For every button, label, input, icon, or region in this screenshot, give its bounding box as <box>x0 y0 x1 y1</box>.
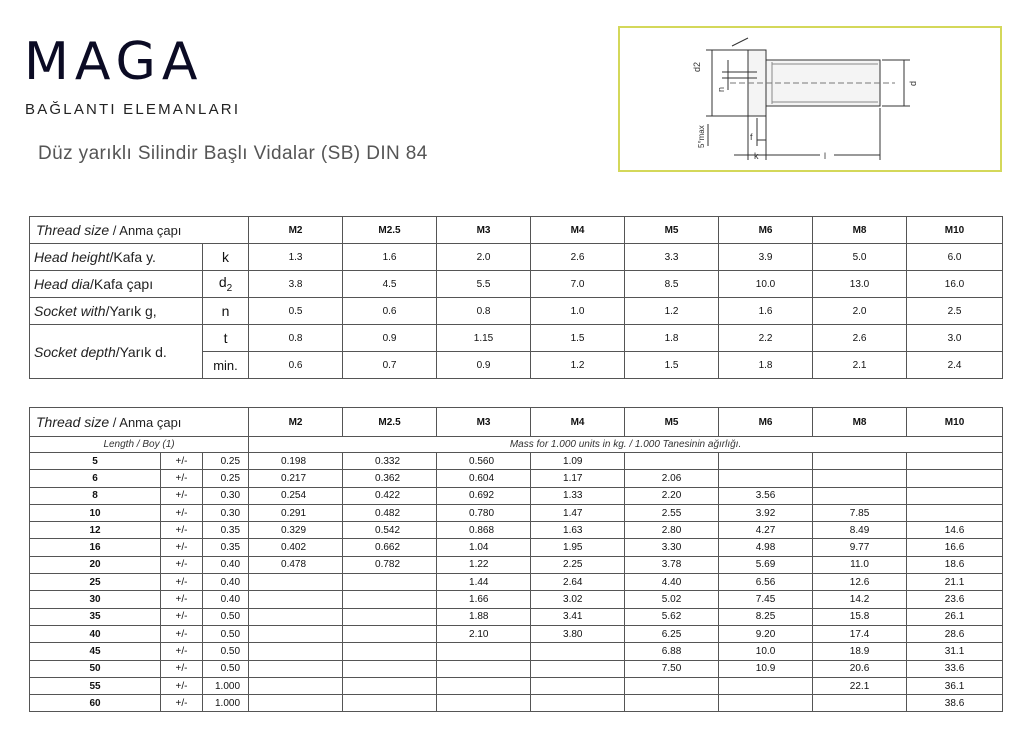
tolerance-cell: 0.40 <box>203 556 249 573</box>
mass-cell: 38.6 <box>907 695 1003 712</box>
size-header: M2 <box>249 408 343 437</box>
mass-cell: 2.20 <box>625 487 719 504</box>
mass-cell <box>625 695 719 712</box>
length-cell: 20 <box>30 556 161 573</box>
table-row <box>30 539 1003 556</box>
mass-cell: 1.47 <box>531 504 625 521</box>
plus-minus-cell: +/- <box>161 695 203 712</box>
mass-cell <box>719 453 813 470</box>
mass-cell <box>343 643 437 660</box>
mass-cell: 8.25 <box>719 608 813 625</box>
value-cell: 2.0 <box>437 244 531 271</box>
mass-cell <box>813 487 907 504</box>
row-label <box>30 325 203 379</box>
table-row <box>30 695 1003 712</box>
size-header: M3 <box>437 408 531 437</box>
row-label-en: Socket with <box>34 303 106 319</box>
value-cell: 1.0 <box>531 298 625 325</box>
table-row <box>30 643 1003 660</box>
mass-cell: 1.33 <box>531 487 625 504</box>
table-row <box>30 608 1003 625</box>
plus-minus-cell: +/- <box>161 574 203 591</box>
value-cell: 2.2 <box>719 325 813 352</box>
thread-size-en: Thread size <box>36 222 110 238</box>
plus-minus-cell: +/- <box>161 556 203 573</box>
mass-cell: 5.69 <box>719 556 813 573</box>
mass-cell: 0.782 <box>343 556 437 573</box>
table-row <box>30 325 1003 352</box>
mass-cell: 3.30 <box>625 539 719 556</box>
thread-size-en: Thread size <box>36 414 110 430</box>
thread-size-tr: / Anma çapı <box>109 223 182 238</box>
tolerance-cell: 0.25 <box>203 453 249 470</box>
dimensions-table <box>29 216 1003 379</box>
value-cell: 1.5 <box>625 352 719 379</box>
label-d: d <box>908 80 918 86</box>
mass-cell: 18.6 <box>907 556 1003 573</box>
value-cell: 7.0 <box>531 271 625 298</box>
value-cell: 2.1 <box>813 352 907 379</box>
length-cell: 50 <box>30 660 161 677</box>
plus-minus-cell: +/- <box>161 591 203 608</box>
screw-drawing <box>620 28 1000 170</box>
mass-cell <box>343 695 437 712</box>
mass-cell: 3.78 <box>625 556 719 573</box>
tolerance-cell: 0.50 <box>203 643 249 660</box>
mass-cell: 0.560 <box>437 453 531 470</box>
mass-caption: Mass for 1.000 units in kg. / 1.000 Tanesinin ağırlığı. <box>249 437 1003 453</box>
mass-cell: 1.63 <box>531 522 625 539</box>
mass-cell <box>343 591 437 608</box>
mass-cell: 6.56 <box>719 574 813 591</box>
mass-cell <box>249 574 343 591</box>
mass-cell: 0.362 <box>343 470 437 487</box>
tolerance-cell: 0.50 <box>203 660 249 677</box>
length-cell: 25 <box>30 574 161 591</box>
mass-cell <box>719 677 813 694</box>
plus-minus-cell: +/- <box>161 470 203 487</box>
table-row <box>30 591 1003 608</box>
mass-header-row <box>30 408 1003 437</box>
mass-cell <box>249 608 343 625</box>
mass-cell: 5.62 <box>625 608 719 625</box>
thread-size-tr: / Anma çapı <box>109 415 182 430</box>
mass-cell <box>625 453 719 470</box>
size-header: M2.5 <box>343 408 437 437</box>
mass-cell: 6.88 <box>625 643 719 660</box>
mass-cell: 0.217 <box>249 470 343 487</box>
dimensions-header-row <box>30 217 1003 244</box>
label-d2: d2 <box>692 61 702 72</box>
table-row <box>30 574 1003 591</box>
value-cell: 1.8 <box>625 325 719 352</box>
length-cell: 30 <box>30 591 161 608</box>
length-cell: 5 <box>30 453 161 470</box>
mass-cell: 0.542 <box>343 522 437 539</box>
table-row <box>30 244 1003 271</box>
row-symbol: t <box>203 325 249 352</box>
mass-cell: 1.09 <box>531 453 625 470</box>
value-cell: 4.5 <box>343 271 437 298</box>
mass-cell <box>249 695 343 712</box>
value-cell: 3.0 <box>907 325 1003 352</box>
value-cell: 1.15 <box>437 325 531 352</box>
row-label <box>30 298 203 325</box>
tolerance-cell: 0.50 <box>203 625 249 642</box>
mass-subheader-row <box>30 437 1003 453</box>
value-cell: 3.3 <box>625 244 719 271</box>
mass-cell <box>719 470 813 487</box>
mass-cell <box>343 625 437 642</box>
mass-table <box>29 407 1003 712</box>
size-header: M8 <box>813 217 907 244</box>
mass-cell: 10.9 <box>719 660 813 677</box>
row-symbol: n <box>203 298 249 325</box>
tolerance-cell: 0.40 <box>203 574 249 591</box>
value-cell: 3.8 <box>249 271 343 298</box>
value-cell: 6.0 <box>907 244 1003 271</box>
mass-cell <box>719 695 813 712</box>
mass-cell: 15.8 <box>813 608 907 625</box>
mass-cell: 0.692 <box>437 487 531 504</box>
row-label <box>30 271 203 298</box>
mass-cell <box>343 574 437 591</box>
mass-cell: 36.1 <box>907 677 1003 694</box>
plus-minus-cell: +/- <box>161 677 203 694</box>
mass-cell: 0.198 <box>249 453 343 470</box>
mass-cell: 0.422 <box>343 487 437 504</box>
plus-minus-cell: +/- <box>161 539 203 556</box>
size-header: M4 <box>531 408 625 437</box>
plus-minus-cell: +/- <box>161 522 203 539</box>
size-header: M3 <box>437 217 531 244</box>
plus-minus-cell: +/- <box>161 504 203 521</box>
mass-cell: 23.6 <box>907 591 1003 608</box>
table-row <box>30 504 1003 521</box>
mass-cell: 2.25 <box>531 556 625 573</box>
row-label-en: Head dia <box>34 276 91 292</box>
mass-cell <box>249 677 343 694</box>
mass-cell: 31.1 <box>907 643 1003 660</box>
tolerance-cell: 0.30 <box>203 487 249 504</box>
mass-cell: 4.98 <box>719 539 813 556</box>
table-row <box>30 271 1003 298</box>
value-cell: 0.6 <box>249 352 343 379</box>
tolerance-cell: 0.35 <box>203 539 249 556</box>
mass-cell: 33.6 <box>907 660 1003 677</box>
mass-cell: 3.92 <box>719 504 813 521</box>
value-cell: 8.5 <box>625 271 719 298</box>
mass-cell: 2.64 <box>531 574 625 591</box>
thread-size-header <box>30 217 249 244</box>
tolerance-cell: 0.50 <box>203 608 249 625</box>
value-cell: 2.4 <box>907 352 1003 379</box>
length-cell: 35 <box>30 608 161 625</box>
value-cell: 0.8 <box>437 298 531 325</box>
mass-cell: 9.20 <box>719 625 813 642</box>
mass-cell <box>437 677 531 694</box>
mass-cell <box>813 453 907 470</box>
size-header: M10 <box>907 217 1003 244</box>
length-cell: 8 <box>30 487 161 504</box>
tolerance-cell: 1.000 <box>203 695 249 712</box>
label-angle: 5°max <box>697 125 706 148</box>
mass-cell: 0.868 <box>437 522 531 539</box>
size-header: M5 <box>625 217 719 244</box>
mass-cell <box>343 660 437 677</box>
mass-cell: 17.4 <box>813 625 907 642</box>
value-cell: 2.6 <box>531 244 625 271</box>
mass-cell: 2.55 <box>625 504 719 521</box>
table-row <box>30 677 1003 694</box>
mass-cell: 5.02 <box>625 591 719 608</box>
mass-cell: 4.40 <box>625 574 719 591</box>
table-row <box>30 660 1003 677</box>
tolerance-cell: 0.35 <box>203 522 249 539</box>
size-header: M2.5 <box>343 217 437 244</box>
value-cell: 13.0 <box>813 271 907 298</box>
mass-cell <box>437 695 531 712</box>
value-cell: 5.5 <box>437 271 531 298</box>
table-row <box>30 556 1003 573</box>
value-cell: 2.6 <box>813 325 907 352</box>
size-header: M4 <box>531 217 625 244</box>
mass-cell <box>249 643 343 660</box>
mass-cell: 1.17 <box>531 470 625 487</box>
mass-cell <box>907 470 1003 487</box>
mass-cell: 1.66 <box>437 591 531 608</box>
size-header: M10 <box>907 408 1003 437</box>
value-cell: 3.9 <box>719 244 813 271</box>
mass-cell: 7.50 <box>625 660 719 677</box>
mass-cell: 21.1 <box>907 574 1003 591</box>
mass-cell: 1.44 <box>437 574 531 591</box>
row-label <box>30 244 203 271</box>
row-symbol: $d_2$ <box>203 271 249 298</box>
mass-cell: 18.9 <box>813 643 907 660</box>
label-k: k <box>754 151 759 161</box>
mass-cell: 3.56 <box>719 487 813 504</box>
value-cell: 1.6 <box>719 298 813 325</box>
mass-cell: 4.27 <box>719 522 813 539</box>
mass-cell <box>249 625 343 642</box>
mass-cell <box>249 660 343 677</box>
mass-cell: 2.10 <box>437 625 531 642</box>
thread-size-header <box>30 408 249 437</box>
tolerance-cell: 0.30 <box>203 504 249 521</box>
mass-cell: 0.662 <box>343 539 437 556</box>
label-f: f <box>750 132 753 142</box>
length-cell: 45 <box>30 643 161 660</box>
mass-cell: 3.02 <box>531 591 625 608</box>
value-cell: 2.5 <box>907 298 1003 325</box>
mass-cell: 1.88 <box>437 608 531 625</box>
mass-cell: 14.6 <box>907 522 1003 539</box>
mass-cell <box>625 677 719 694</box>
mass-cell: 6.25 <box>625 625 719 642</box>
mass-cell <box>249 591 343 608</box>
length-cell: 10 <box>30 504 161 521</box>
row-label-tr: /Yarık g, <box>105 303 157 319</box>
mass-cell <box>531 643 625 660</box>
mass-cell: 22.1 <box>813 677 907 694</box>
mass-cell: 0.332 <box>343 453 437 470</box>
mass-cell: 11.0 <box>813 556 907 573</box>
size-header: M2 <box>249 217 343 244</box>
mass-cell <box>813 470 907 487</box>
value-cell: 1.2 <box>531 352 625 379</box>
size-header: M5 <box>625 408 719 437</box>
mass-cell: 0.291 <box>249 504 343 521</box>
mass-cell: 0.329 <box>249 522 343 539</box>
plus-minus-cell: +/- <box>161 487 203 504</box>
size-header: M8 <box>813 408 907 437</box>
label-l: l <box>824 151 826 161</box>
row-label-tr: /Yarık d. <box>115 343 167 360</box>
mass-cell: 0.780 <box>437 504 531 521</box>
value-cell: 10.0 <box>719 271 813 298</box>
mass-cell <box>907 453 1003 470</box>
value-cell: 1.6 <box>343 244 437 271</box>
length-cell: 6 <box>30 470 161 487</box>
table-row <box>30 625 1003 642</box>
mass-cell: 8.49 <box>813 522 907 539</box>
value-cell: 0.9 <box>343 325 437 352</box>
value-cell: 5.0 <box>813 244 907 271</box>
mass-cell: 0.604 <box>437 470 531 487</box>
plus-minus-cell: +/- <box>161 660 203 677</box>
brand-logo: MAGA <box>24 32 204 92</box>
value-cell: 1.5 <box>531 325 625 352</box>
tolerance-cell: 1.000 <box>203 677 249 694</box>
length-cell: 60 <box>30 695 161 712</box>
value-cell: 1.8 <box>719 352 813 379</box>
mass-cell: 9.77 <box>813 539 907 556</box>
mass-cell: 12.6 <box>813 574 907 591</box>
row-label-tr: /Kafa çapı <box>90 276 154 292</box>
length-cell: 12 <box>30 522 161 539</box>
size-header: M6 <box>719 408 813 437</box>
table-row <box>30 453 1003 470</box>
row-symbol: k <box>203 244 249 271</box>
mass-cell: 7.85 <box>813 504 907 521</box>
mass-cell: 0.254 <box>249 487 343 504</box>
mass-cell: 0.478 <box>249 556 343 573</box>
row-label-en: Head height <box>34 249 110 265</box>
plus-minus-cell: +/- <box>161 453 203 470</box>
mass-cell <box>813 695 907 712</box>
mass-cell <box>437 643 531 660</box>
mass-cell: 1.22 <box>437 556 531 573</box>
value-cell: 0.8 <box>249 325 343 352</box>
value-cell: 1.3 <box>249 244 343 271</box>
mass-cell: 2.06 <box>625 470 719 487</box>
value-cell: 0.9 <box>437 352 531 379</box>
value-cell: 16.0 <box>907 271 1003 298</box>
mass-cell: 10.0 <box>719 643 813 660</box>
page-title: Düz yarıklı Silindir Başlı Vidalar (SB) DIN 84 <box>38 143 428 164</box>
screw-diagram <box>618 26 1002 172</box>
value-cell: 0.5 <box>249 298 343 325</box>
value-cell: 2.0 <box>813 298 907 325</box>
mass-cell: 16.6 <box>907 539 1003 556</box>
length-cell: 55 <box>30 677 161 694</box>
mass-cell: 14.2 <box>813 591 907 608</box>
plus-minus-cell: +/- <box>161 608 203 625</box>
value-cell: 1.2 <box>625 298 719 325</box>
plus-minus-cell: +/- <box>161 643 203 660</box>
table-row <box>30 522 1003 539</box>
mass-cell <box>531 660 625 677</box>
mass-cell: 3.80 <box>531 625 625 642</box>
mass-cell: 1.04 <box>437 539 531 556</box>
table-row <box>30 298 1003 325</box>
length-header: Length / Boy (1) <box>30 437 249 453</box>
row-symbol: min. <box>203 352 249 379</box>
mass-cell: 7.45 <box>719 591 813 608</box>
mass-cell <box>907 487 1003 504</box>
mass-cell: 0.402 <box>249 539 343 556</box>
mass-cell <box>531 677 625 694</box>
value-cell: 0.6 <box>343 298 437 325</box>
size-header: M6 <box>719 217 813 244</box>
label-n: n <box>716 86 726 92</box>
tolerance-cell: 0.25 <box>203 470 249 487</box>
mass-cell: 0.482 <box>343 504 437 521</box>
mass-cell <box>343 608 437 625</box>
row-label-tr: /Kafa y. <box>109 249 156 265</box>
mass-cell: 20.6 <box>813 660 907 677</box>
row-label-en: Socket depth <box>34 343 116 360</box>
brand-subtitle: BAĞLANTI ELEMANLARI <box>25 101 241 118</box>
mass-cell: 3.41 <box>531 608 625 625</box>
plus-minus-cell: +/- <box>161 625 203 642</box>
length-cell: 16 <box>30 539 161 556</box>
length-cell: 40 <box>30 625 161 642</box>
mass-cell: 2.80 <box>625 522 719 539</box>
value-cell: 0.7 <box>343 352 437 379</box>
mass-cell <box>907 504 1003 521</box>
mass-cell <box>437 660 531 677</box>
table-row <box>30 487 1003 504</box>
mass-cell <box>343 677 437 694</box>
mass-cell: 26.1 <box>907 608 1003 625</box>
mass-cell: 28.6 <box>907 625 1003 642</box>
mass-table-body <box>30 453 1003 712</box>
mass-cell <box>531 695 625 712</box>
tolerance-cell: 0.40 <box>203 591 249 608</box>
table-row <box>30 470 1003 487</box>
mass-cell: 1.95 <box>531 539 625 556</box>
